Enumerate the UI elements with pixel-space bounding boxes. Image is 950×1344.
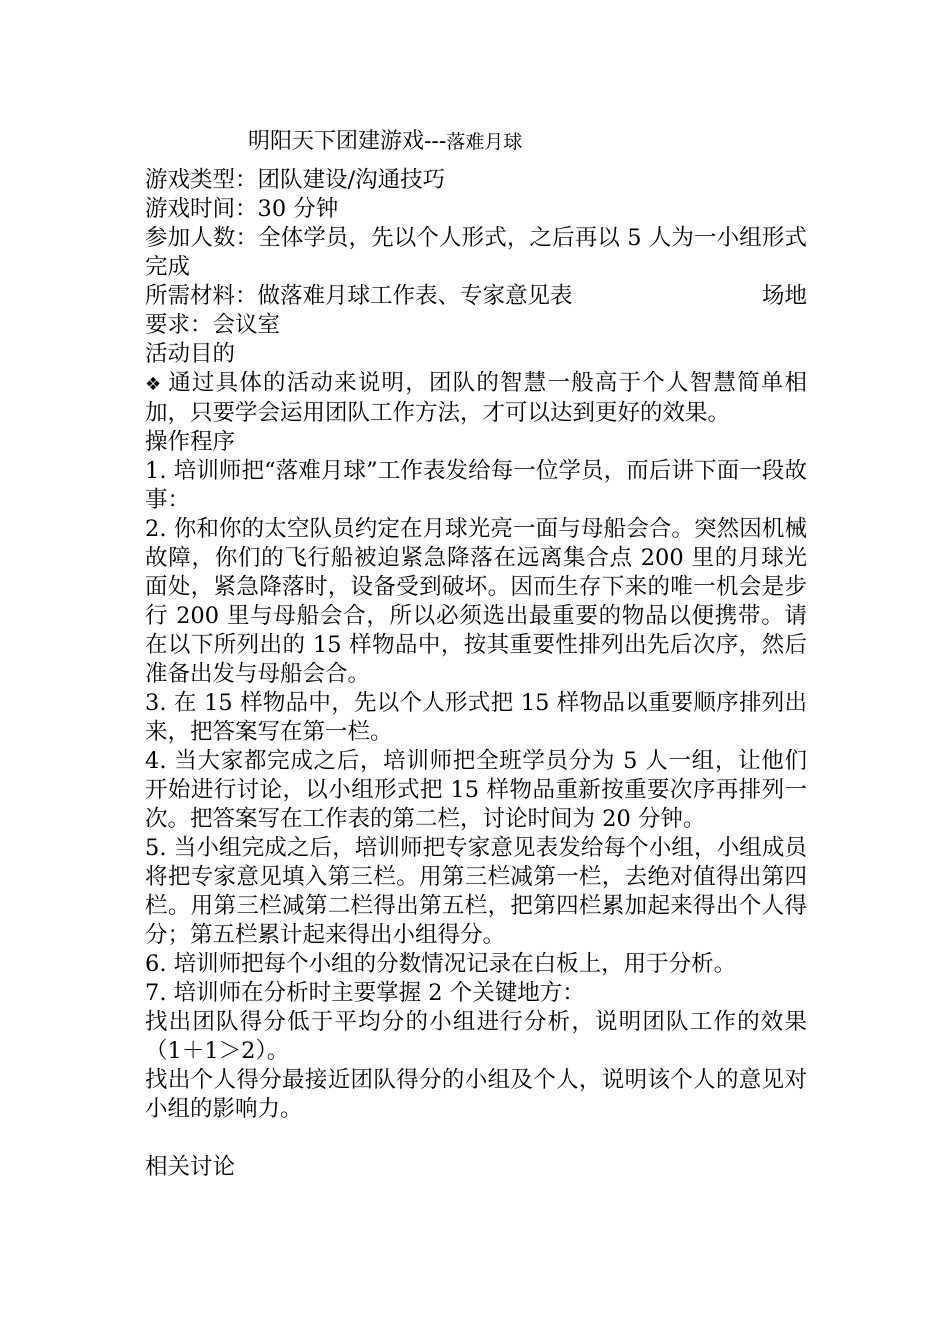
blank-line bbox=[145, 1124, 807, 1153]
procedure-step-7: 7. 培训师在分析时主要掌握 2 个关键地方： bbox=[145, 980, 585, 1006]
participants-line: 参加人数：全体学员，先以个人形式，之后再以 5 人为一小组形式完成 bbox=[145, 225, 807, 280]
purpose-paragraph bbox=[145, 369, 807, 428]
procedure-step-2: 2. 你和你的太空队员约定在月球光亮一面与母船会合。突然因机械故障，你们的飞行船被迫紧急降落在远离集合点 200 里的月球光面处，紧急降落时，设备受到破坏。因而生存下来的唯一机会是步行 200 里与母船会合，所以必须选出最重要的物品以便携带。请在以下所列出的 15 样物品中，按其重要性排列出先后次序，然后准备出发与母船会合。 bbox=[145, 516, 807, 687]
materials-line bbox=[145, 282, 807, 311]
analysis-point-1: 找出团队得分低于平均分的小组进行分析，说明团队工作的效果（1＋1＞2）。 bbox=[145, 1009, 807, 1064]
purpose-text: 通过具体的活动来说明，团队的智慧一般高于个人智慧简单相加，只要学会运用团队工作方法，才可以达到更好的效果。 bbox=[145, 370, 807, 426]
analysis-point-2: 找出个人得分最接近团队得分的小组及个人，说明该个人的意见对小组的影响力。 bbox=[145, 1067, 807, 1122]
procedure-step-1: 1. 培训师把“落难月球”工作表发给每一位学员，而后讲下面一段故事： bbox=[145, 458, 807, 513]
venue-line: 要求：会议室 bbox=[145, 312, 281, 338]
document-body bbox=[145, 166, 807, 1182]
document-title bbox=[248, 127, 522, 157]
title-main: 明阳天下团建游戏--- bbox=[248, 129, 447, 154]
title-suffix: 落难月球 bbox=[446, 131, 523, 153]
game-type-line: 游戏类型：团队建设/沟通技巧 bbox=[145, 167, 446, 193]
procedure-step-4: 4. 当大家都完成之后，培训师把全班学员分为 5 人一组，让他们开始进行讨论，以小组形式把 15 样物品重新按重要次序再排列一次。把答案写在工作表的第二栏，讨论时间为 20 分钟。 bbox=[145, 748, 807, 832]
venue-head-text: 场地 bbox=[761, 283, 807, 309]
materials-text: 所需材料：做落难月球工作表、专家意见表 bbox=[145, 283, 573, 309]
game-time-line: 游戏时间：30 分钟 bbox=[145, 196, 339, 222]
purpose-heading: 活动目的 bbox=[145, 341, 236, 367]
diamond-bullet-icon: ❖ bbox=[145, 374, 162, 395]
procedure-step-3: 3. 在 15 样物品中，先以个人形式把 15 样物品以重要顺序排列出来，把答案写在第一栏。 bbox=[145, 690, 807, 745]
procedure-step-5: 5. 当小组完成之后，培训师把专家意见表发给每个小组，小组成员将把专家意见填入第三栏。用第三栏减第一栏，去绝对值得出第四栏。用第三栏减第二栏得出第五栏，把第四栏累加起来得出个人得分；第五栏累计起来得出小组得分。 bbox=[145, 835, 807, 948]
procedure-step-6: 6. 培训师把每个小组的分数情况记录在白板上，用于分析。 bbox=[145, 951, 737, 977]
discussion-heading: 相关讨论 bbox=[145, 1154, 236, 1180]
procedure-heading: 操作程序 bbox=[145, 429, 236, 455]
